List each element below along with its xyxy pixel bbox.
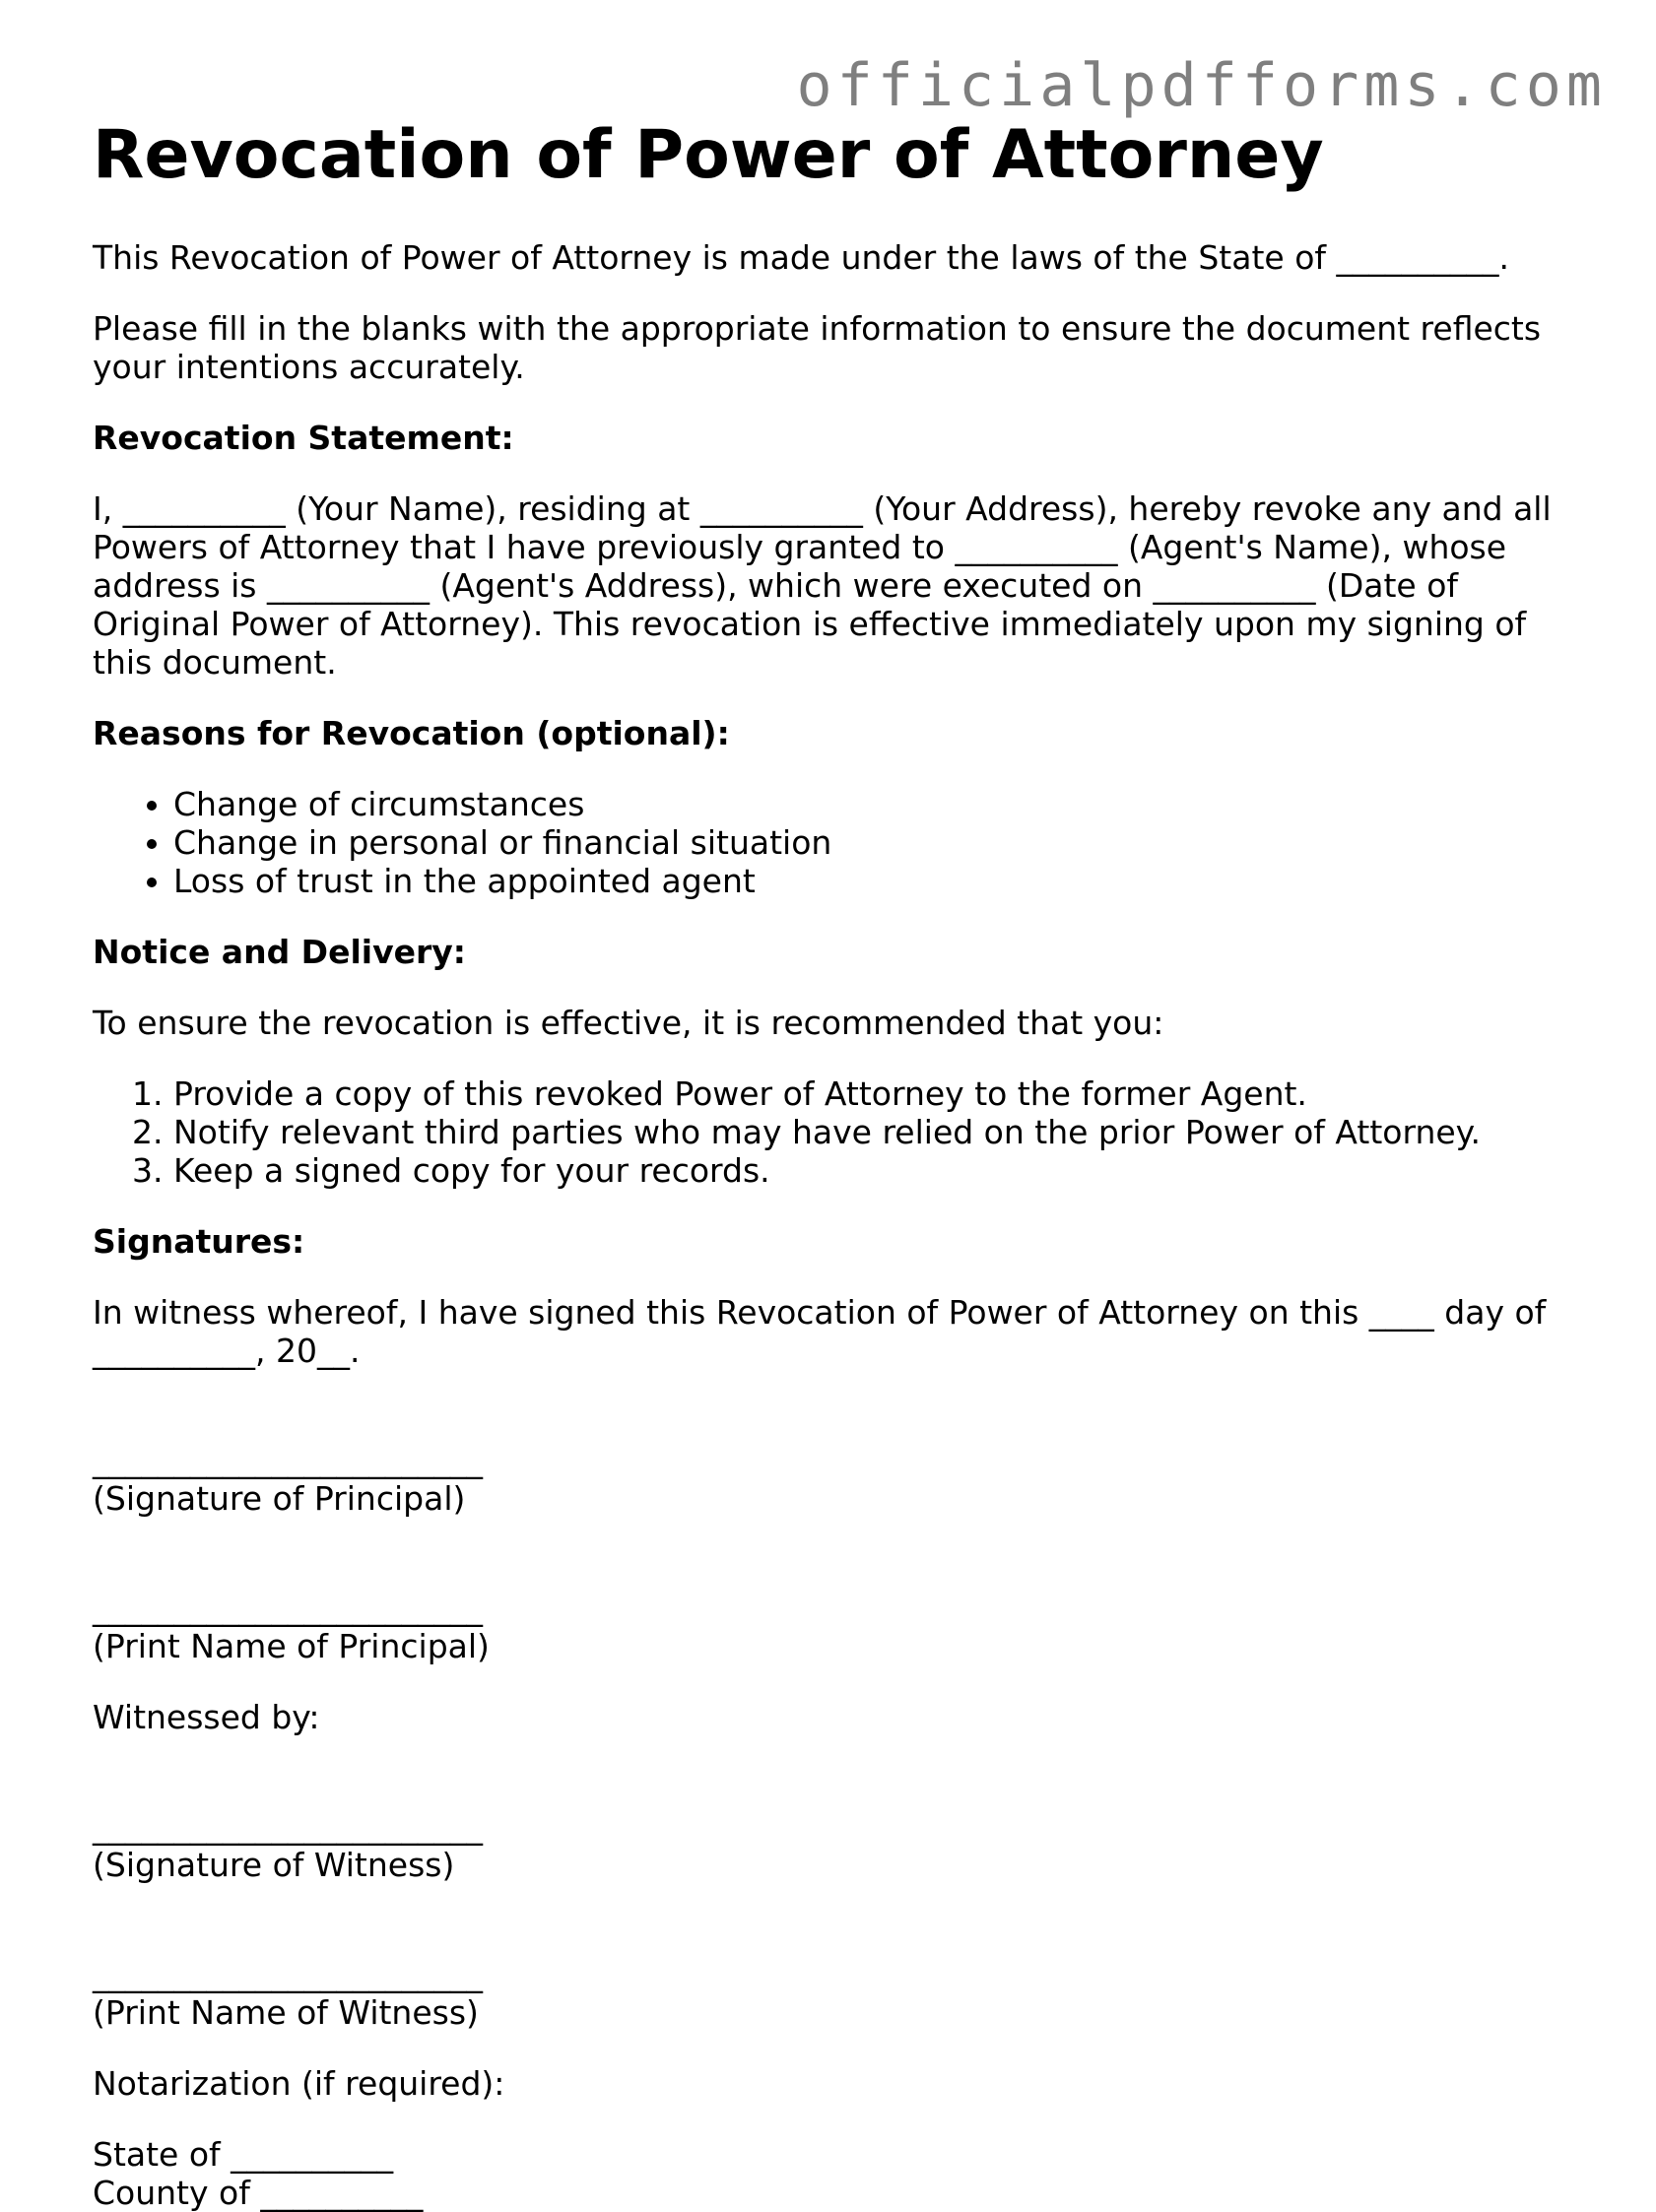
list-item: 1. Provide a copy of this revoked Power of Attorney to the former Agent. [173,1074,1570,1113]
witnessed-by-label: Witnessed by: [93,1698,320,1736]
signature-line: ________________________ [93,1807,483,1846]
intro-text: This Revocation of Power of Attorney is made under the laws of the State of __________. [93,238,1509,277]
list-item: • Change of circumstances [173,785,1570,823]
revocation-heading: Revocation Statement: [93,419,514,457]
notice-intro: To ensure the revocation is effective, it is recommended that you: [93,1004,1164,1042]
reasons-heading: Reasons for Revocation (optional): [93,714,730,752]
document-title: Revocation of Power of Attorney [93,116,1324,194]
list-item: 2. Notify relevant third parties who may have relied on the prior Power of Attorney. [173,1113,1570,1151]
state-line: State of __________ [93,2135,394,2174]
instructions-text: Please fill in the blanks with the appropriate information to ensure the document reflects your intentions accurately. [93,309,1542,386]
witness-print-block [93,1955,1570,2032]
list-item: 3. Keep a signed copy for your records. [173,1151,1570,1190]
notarization-heading: Notarization (if required): [93,2064,505,2103]
principal-signature-label: (Signature of Principal) [93,1479,466,1518]
witness-print-label: (Print Name of Witness) [93,1993,479,2032]
witness-signature-block [93,1807,1570,1884]
notice-list [93,1074,1570,1190]
principal-signature-block [93,1441,1570,1518]
witness-signature-label: (Signature of Witness) [93,1846,455,1884]
revocation-statement: I, __________ (Your Name), residing at __________ (Your Address), hereby revoke any and all Powers of Attorney that I have previously granted to __________ (Agent's Name), whose address is __________ (Agent's Address), which were executed on __________ (Date of Original Power of Attorney). This revocation is effective immediately upon my signing of this document. [93,489,1552,682]
signature-line: ________________________ [93,1441,483,1479]
county-line: County of __________ [93,2174,424,2212]
notarization-block [93,2135,1570,2212]
list-item: • Loss of trust in the appointed agent [173,862,1570,900]
watermark: officialpdfforms.com [796,51,1607,120]
signatures-heading: Signatures: [93,1222,305,1261]
list-item: • Change in personal or financial situation [173,823,1570,862]
signature-line: ________________________ [93,1589,483,1627]
witness-statement: In witness whereof, I have signed this Revocation of Power of Attorney on this ____ day of __________, 20__. [93,1293,1547,1370]
principal-print-block [93,1589,1570,1665]
document-page [93,116,1570,2212]
reasons-list [93,785,1570,900]
principal-print-label: (Print Name of Principal) [93,1627,490,1665]
signature-line: ________________________ [93,1955,483,1993]
notice-heading: Notice and Delivery: [93,933,466,971]
